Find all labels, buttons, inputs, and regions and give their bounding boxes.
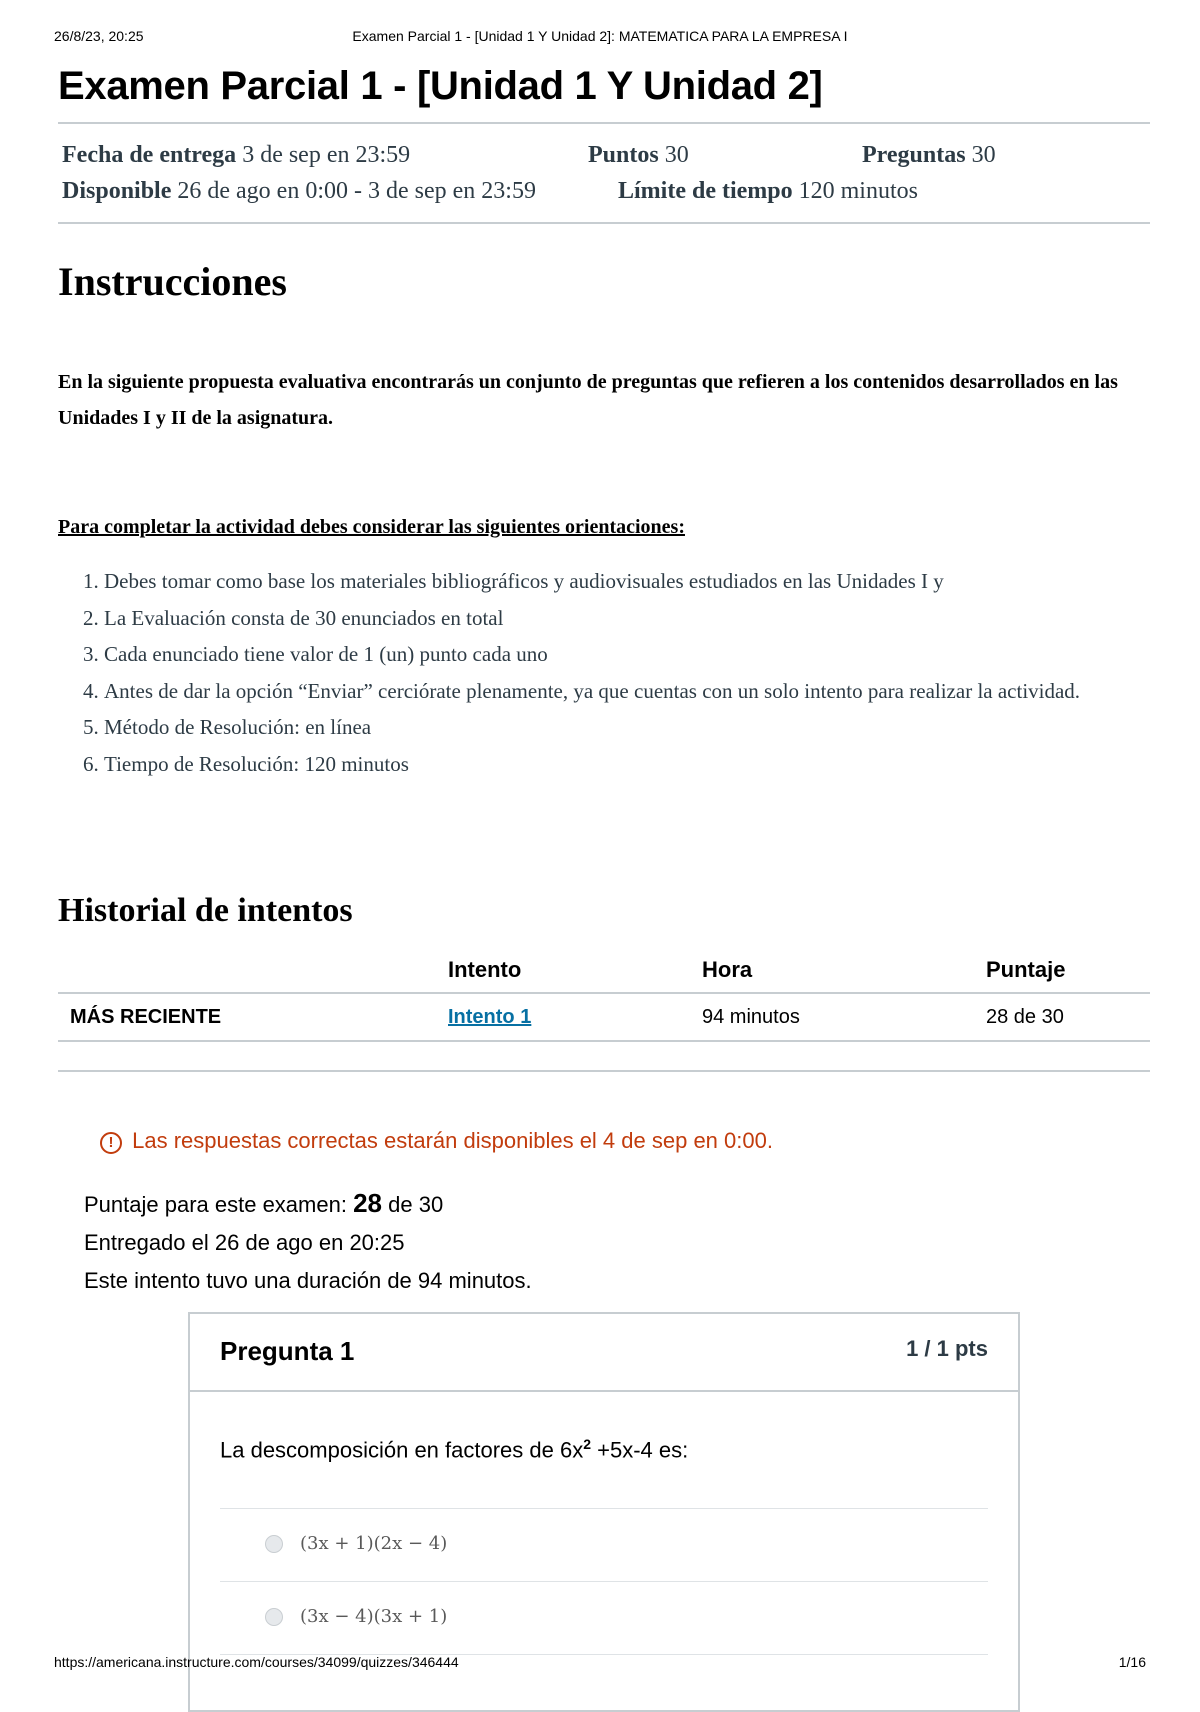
meta-available [62,178,536,205]
question-header [190,1314,1018,1392]
print-header [54,28,1146,48]
question-title: Pregunta 1 [220,1336,355,1366]
list-item: 4. Antes de dar la opción “Enviar” cerciórate plenamente, ya que cuentas con un solo intento para realizar la actividad. [104,673,1184,710]
attempt-history-table [58,948,1150,1042]
meta-time-limit [618,178,918,205]
instructions-heading: Instrucciones [58,259,287,304]
warning-circle-icon: ! [100,1132,122,1154]
radio-button [265,1535,283,1553]
list-item: 3. Cada enunciado tiene valor de 1 (un) punto cada uno [104,636,1184,673]
notice-text: Las respuestas correctas estarán disponibles el 4 de sep en 0:00. [132,1128,773,1153]
meta-time-limit-value: 120 minutos [798,178,918,204]
attempt-link[interactable]: Intento 1 [448,1005,532,1028]
result-summary [84,1184,532,1300]
meta-questions [862,142,996,169]
list-item: 2. La Evaluación consta de 30 enunciados en total [104,600,1184,637]
meta-points-label: Puntos [588,142,659,168]
meta-due-value: 3 de sep en 23:59 [242,142,411,168]
answer-option [220,1582,988,1655]
divider [58,222,1150,224]
radio-button [265,1608,283,1626]
score-value: 28 [353,1188,382,1218]
meta-available-value: 26 de ago en 0:00 - 3 de sep en 23:59 [177,178,536,204]
attempt-time: 94 minutos [690,993,974,1041]
question-card [188,1312,1020,1712]
instructions-intro: En la siguiente propuesta evaluativa encontrarás un conjunto de preguntas que refieren a los contenidos desarrollados en las Unidades I y II de la asignatura. [58,371,1118,429]
question-text [220,1392,988,1502]
meta-available-label: Disponible [62,178,172,204]
list-item: 1. Debes tomar como base los materiales bibliográficos y audiovisuales estudiados en las Unidades I y [104,563,1184,600]
answers-availability-notice [100,1128,773,1154]
question-text-exponent: 2 [583,1436,592,1452]
answer-text: (3x − 4)(3x + 1) [300,1606,448,1627]
list-item: 5. Método de Resolución: en línea [104,709,1184,746]
history-heading: Historial de intentos [58,892,353,929]
meta-points-value: 30 [664,142,689,168]
meta-due [62,142,410,169]
attempt-cell [436,993,690,1041]
meta-questions-label: Preguntas [862,142,966,168]
answer-text: (3x + 1)(2x − 4) [300,1533,448,1554]
page-url: https://americana.instructure.com/courses/34099/quizzes/346444 [54,1654,459,1670]
column-header: Puntaje [974,948,1150,993]
quiz-title: Examen Parcial 1 - [Unidad 1 Y Unidad 2] [58,64,823,108]
submitted-line: Entregado el 26 de ago en 20:25 [84,1230,405,1255]
duration-line: Este intento tuvo una duración de 94 minutos. [84,1268,532,1293]
instructions-list [58,563,1184,782]
attempt-score: 28 de 30 [974,993,1150,1041]
meta-due-label: Fecha de entrega [62,142,237,168]
page-number: 1/16 [1118,1654,1146,1670]
attempt-label: MÁS RECIENTE [58,993,436,1041]
list-item: 6. Tiempo de Resolución: 120 minutos [104,746,1184,783]
question-text-before: La descomposición en factores de 6x [220,1437,584,1463]
question-body [190,1392,1018,1655]
column-header: Intento [436,948,690,993]
divider [58,1070,1150,1072]
meta-points [588,142,689,169]
orientations-title: Para completar la actividad debes considerar las siguientes orientaciones: [58,516,685,538]
meta-questions-value: 30 [971,142,996,168]
score-label: Puntaje para este examen: [84,1192,347,1217]
column-header [58,948,436,993]
meta-time-limit-label: Límite de tiempo [618,178,793,204]
answer-option [220,1509,988,1582]
table-row [58,993,1150,1041]
question-text-after: +5x-4 es: [591,1437,689,1463]
print-title: Examen Parcial 1 - [Unidad 1 Y Unidad 2]: MATEMATICA PARA LA EMPRESA I [352,28,848,44]
print-date: 26/8/23, 20:25 [54,28,144,44]
score-line [84,1184,532,1224]
score-total: de 30 [388,1192,444,1217]
question-points: 1 / 1 pts [906,1336,988,1361]
column-header: Hora [690,948,974,993]
divider [58,122,1150,124]
table-header-row [58,948,1150,993]
